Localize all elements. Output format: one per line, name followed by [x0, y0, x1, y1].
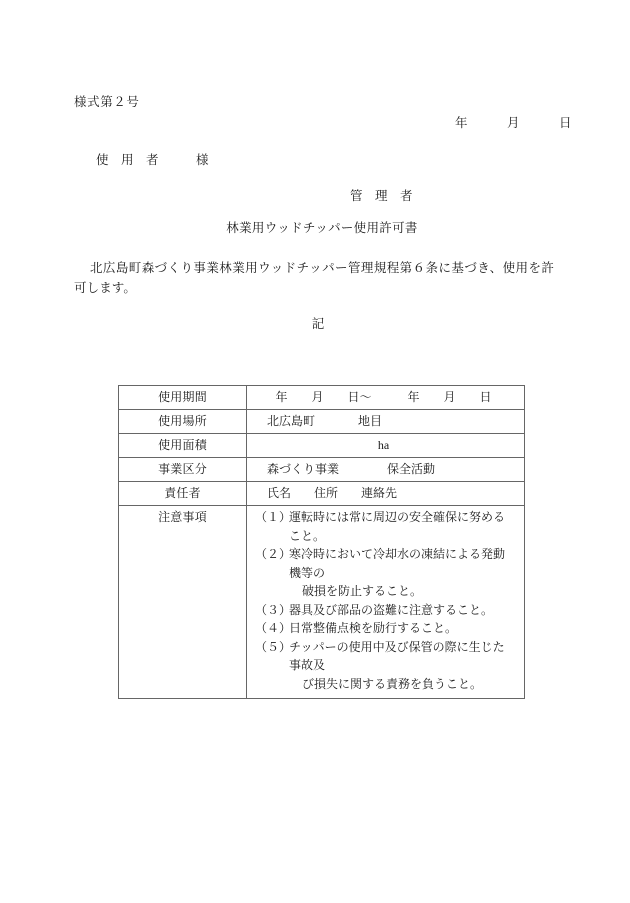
- cell-line: 年 月 日〜 年 月 日: [275, 390, 492, 404]
- row-label-project-class: 事業区分: [119, 458, 247, 482]
- list-item-text: 器具及び部品の盗難に注意すること。: [289, 602, 494, 617]
- list-item-number: （５）: [255, 639, 292, 654]
- row-label-usage-area: 使用面積: [119, 434, 247, 458]
- row-value-usage-area: [247, 434, 525, 458]
- row-value-responsible-person: [247, 482, 525, 506]
- row-value-project-class: [247, 458, 525, 482]
- row-value-usage-period: [247, 386, 525, 410]
- permission-paragraph: 北広島町森づくり事業林業用ウッドチッパー管理規程第６条に基づき、使用を許可します。: [74, 261, 554, 295]
- document-title: [0, 218, 630, 236]
- row-label-precautions: 注意事項: [119, 506, 247, 699]
- list-item-number: （４）: [255, 621, 292, 635]
- list-item-text-first: チッパーの使用中及び保管の際に生じた事故及: [289, 639, 505, 672]
- cell-line: 連絡先: [361, 486, 398, 500]
- list-item-number: （３）: [255, 602, 292, 617]
- ki-mark: [0, 314, 630, 332]
- permit-details-table: [118, 385, 525, 699]
- list-item-text: 日常整備点検を励行すること。: [289, 621, 458, 635]
- list-item: [247, 601, 520, 620]
- row-value-usage-place: [247, 410, 525, 434]
- form-number: 様式第２号: [74, 95, 140, 109]
- row-value-precautions: [247, 506, 525, 699]
- precautions-list: [247, 508, 520, 695]
- list-item-number: （２）: [255, 547, 292, 561]
- list-item: [247, 638, 520, 694]
- document-title-text: 林業用ウッドチッパー使用許可書: [226, 221, 418, 235]
- row-label-responsible-person: 責任者: [119, 482, 247, 506]
- date-line: 年 月 日: [455, 116, 573, 130]
- list-item-text: [289, 545, 507, 601]
- table-row: [119, 386, 525, 410]
- list-item: [247, 545, 520, 601]
- cell-line: ha: [377, 438, 390, 452]
- table-row: [119, 458, 525, 482]
- list-item-text: 運転時には常に周辺の安全確保に努めること。: [289, 510, 506, 543]
- list-item: [247, 508, 520, 545]
- table-row: [119, 410, 525, 434]
- row-label-usage-period: 使用期間: [119, 386, 247, 410]
- issuer-line: 管 理 者: [350, 189, 413, 203]
- permit-table-body: [119, 386, 525, 699]
- table-row: [119, 482, 525, 506]
- addressee-line: 使 用 者 様: [96, 153, 209, 167]
- cell-line: 住所: [314, 486, 339, 500]
- cell-line: 氏名: [267, 486, 292, 500]
- list-item-text-cont: び損失に関する責務を負うこと。: [302, 676, 483, 691]
- list-item: [247, 619, 520, 638]
- table-row: [119, 434, 525, 458]
- cell-line: 森づくり事業 保全活動: [267, 462, 436, 476]
- cell-line: 北広島町: [267, 414, 316, 428]
- list-item-text: [289, 638, 507, 694]
- list-item-text-first: 寒冷時において冷却水の凍結による発動機等の: [289, 547, 506, 580]
- cell-line-spacer: [318, 414, 338, 428]
- list-item-text-cont: 破損を防止すること。: [302, 584, 423, 598]
- cell-line: 地目: [358, 414, 383, 428]
- ki-mark-text: 記: [311, 317, 325, 331]
- table-row: [119, 506, 525, 699]
- list-item-number: （１）: [255, 510, 292, 524]
- row-label-usage-place: 使用場所: [119, 410, 247, 434]
